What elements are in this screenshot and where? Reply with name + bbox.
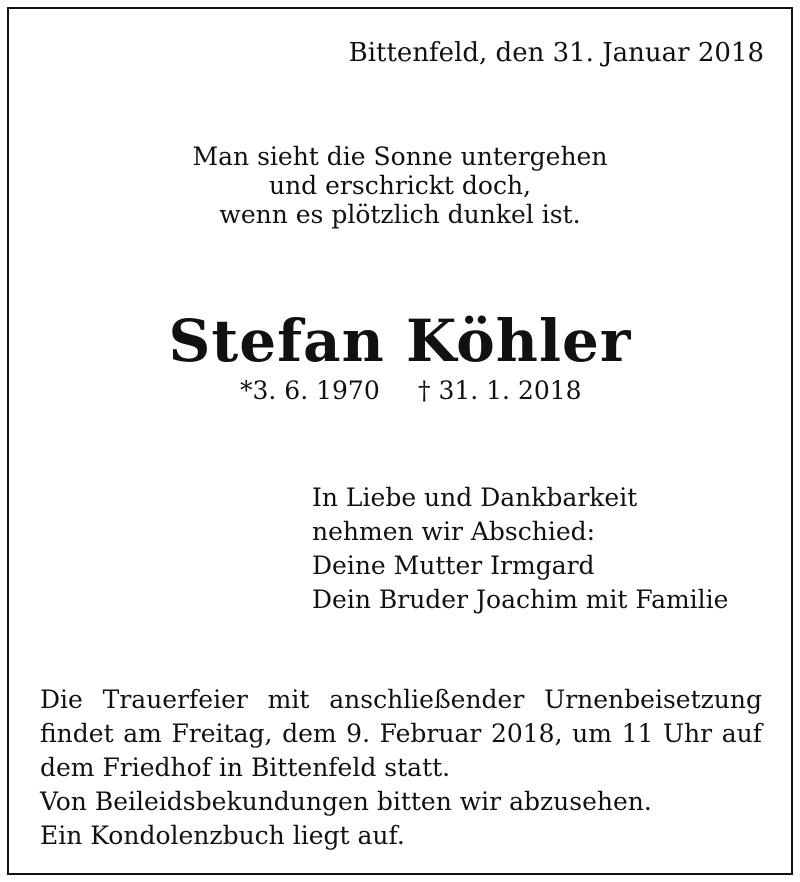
- family-line: nehmen wir Abschied:: [312, 517, 596, 546]
- family-signature: [312, 481, 728, 617]
- service-information: [40, 683, 762, 853]
- poem-line: und erschrickt doch,: [268, 171, 532, 200]
- family-line: Deine Mutter Irmgard: [312, 551, 595, 580]
- poem-line: wenn es plötzlich dunkel ist.: [219, 200, 581, 229]
- service-line: Von Beileidsbekundungen bitten wir abzusehen.: [40, 787, 652, 816]
- death-date: † 31. 1. 2018: [418, 376, 582, 405]
- birth-date: *3. 6. 1970: [240, 376, 380, 405]
- poem: [0, 142, 800, 229]
- service-line: Die Trauerfeier mit anschließender Urnenbeisetzung: [40, 685, 762, 714]
- service-line: dem Friedhof in Bittenfeld statt.: [40, 753, 451, 782]
- service-line: findet am Freitag, dem 9. Februar 2018, um 11 Uhr auf: [40, 719, 762, 748]
- place-and-date: Bittenfeld, den 31. Januar 2018: [348, 38, 764, 68]
- poem-line: Man sieht die Sonne untergehen: [192, 142, 608, 171]
- family-line: Dein Bruder Joachim mit Familie: [312, 585, 729, 614]
- family-line: In Liebe und Dankbarkeit: [312, 483, 638, 512]
- deceased-name: Stefan Köhler: [168, 307, 632, 375]
- service-line: Ein Kondolenzbuch liegt auf.: [40, 821, 405, 850]
